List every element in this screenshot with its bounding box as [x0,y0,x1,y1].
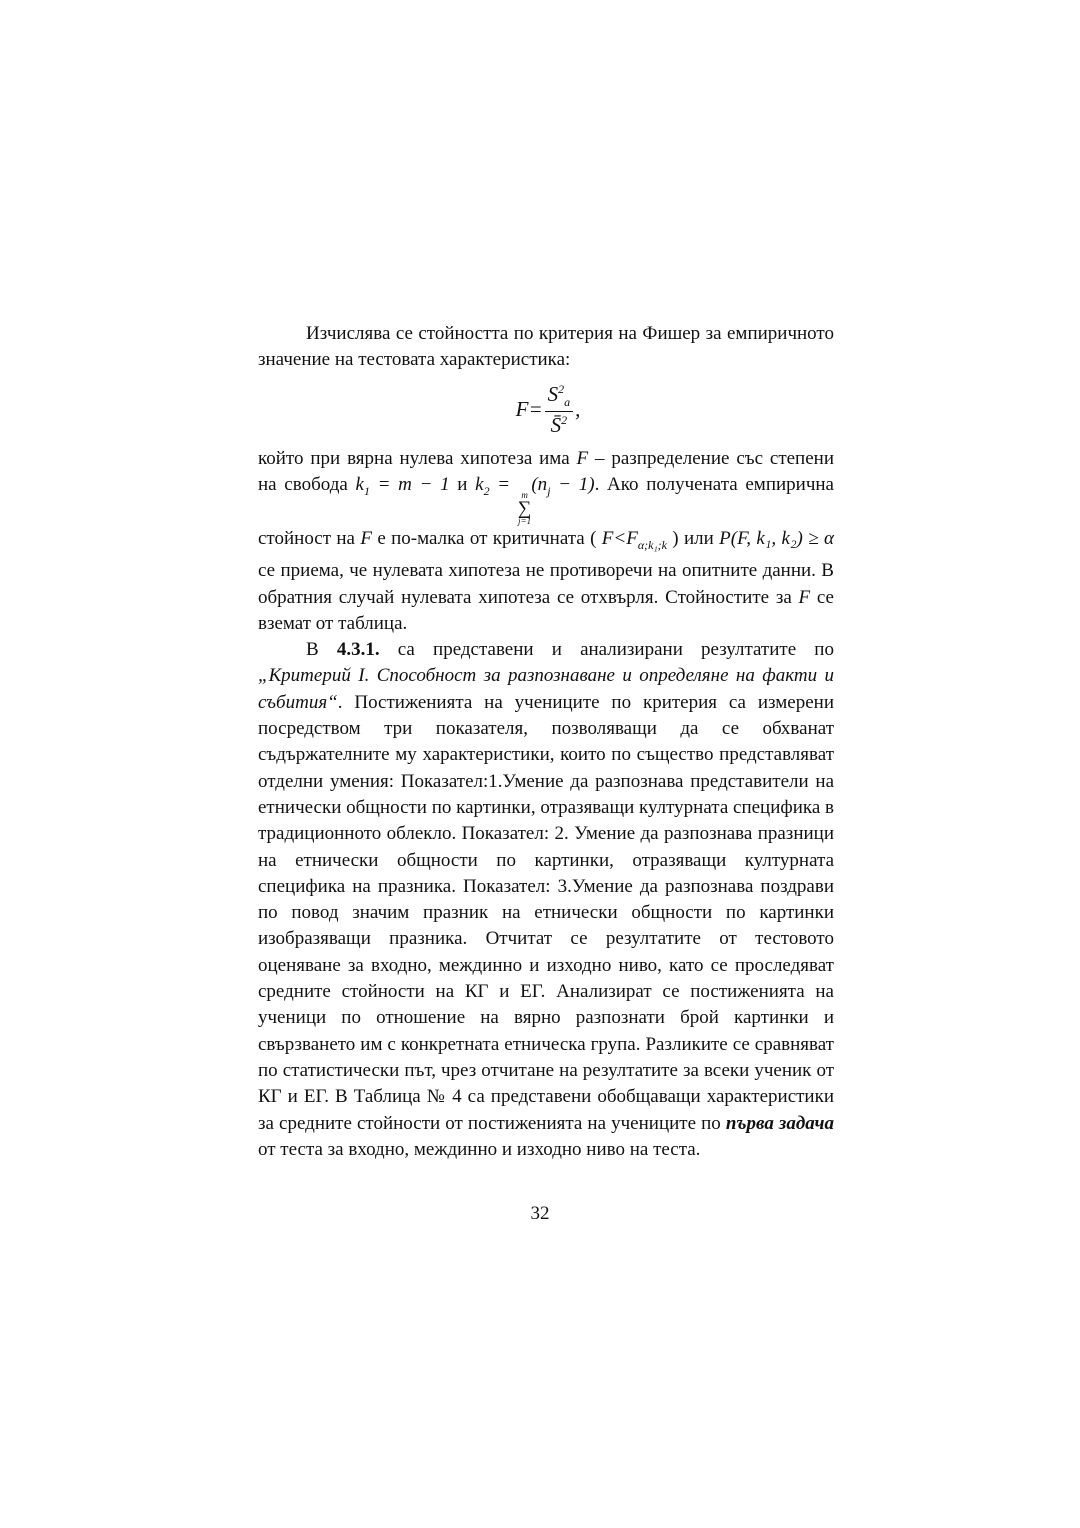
p2-text-3: и [449,473,476,495]
p2-text-4: . Ако получената емпирична стойност на [258,473,834,549]
p2-text-1: който при вярна нулева хипотеза има [258,447,577,469]
k2-rhs-sub: j [547,483,551,498]
p2-text-7: се приема, че нулевата хипотеза не противоречи на опитните данни. В обратния случай нулевата хипотеза се отхвърля. Стойностите за [258,560,834,608]
p3-text-3: . Постиженията на учениците по критерия са измерени посредством три показателя, позволяващи да се обхванат съдържателните му характеристики, които по същество представляват отделни умения: Показател:1.Умение да разпознава представители на етнически общности по картинки, отразяващи културната специфика в традиционното облекло. Показател: 2. Умение да разпознава празници на етнически общности по картинки, отразяващи културната специфика на празника. Показател: 3.Умение да разпознава поздрави по повод значим празник на етнически общности по картинки изобразяващи празника. Отчитат се резултатите от тестовото оценяване за входно, междинно и изходно ниво, като се проследяват средните стойности на КГ и ЕГ. Анализират се постиженията на ученици по отношение на вярно разпознати брой картинки и свързването им с конкретната етническа група. Разликите се сравняват по статистически път, чрез отчитане на резултатите за всеки ученик от КГ и ЕГ. В Таблица № 4 са представени обобщаващи характеристики за средните стойности от постиженията на учениците по [258,691,834,1134]
probability-expr: P(F, k₁, k₂) ≥ α [719,527,834,549]
numerator-base: S [547,382,559,407]
p2-text-5: е по-малка от критичната ( [371,527,602,549]
body-text [258,321,834,1163]
k2-eq: = [489,473,518,495]
section-reference: 4.3.1. [336,639,380,661]
numerator-sub: a [564,395,571,410]
fisher-formula [258,374,834,446]
p2-var-f3: F [798,586,811,608]
summation-symbol [518,491,532,526]
criterion-title: „Критерий I. Способност за разпознаване и определяне на факти и събития“ [258,665,834,713]
k1-sub: 1 [363,483,370,498]
sum-sigma: ∑ [517,497,532,519]
k2-expr [475,473,595,526]
formula-lhs: F [515,397,529,422]
denominator-sup: 2 [561,412,568,427]
task-emphasis: първа задача [725,1112,834,1134]
p2-text-2: – разпределение със степени на свобода [258,447,834,495]
sum-lower-limit: j=1 [518,515,532,526]
paragraph-criterion [258,637,834,1163]
sum-upper-limit: m [521,489,528,500]
paragraph-distribution [258,446,834,638]
formula-equals: = [528,397,543,422]
k1-base: k [355,473,364,495]
formula-comma: , [575,397,581,422]
denominator-base: S̄ [550,412,562,437]
critical-expr [601,527,667,552]
numerator-sup: 2 [558,382,565,397]
p3-text-2: са представени и анализирани резултатите по [379,639,834,661]
k1-rhs: = m − 1 [369,473,450,495]
page-number: 32 [530,1203,550,1224]
p2-var-f2: F [360,527,372,549]
k1-expr [355,473,450,498]
critical-base: F<F [601,527,638,549]
critical-sub: α;k₁;k [637,537,667,552]
p3-text-4: от теста за входно, междинно и изходно ниво на теста. [258,1138,701,1160]
formula-numerator [545,382,574,412]
p3-text-1: В [306,639,337,661]
k2-rhs-end: − 1) [550,473,595,495]
k2-rhs: (n [531,473,548,495]
formula-denominator [548,412,571,437]
k2-sub: 2 [483,483,490,498]
p2-var-f1: F [576,447,589,469]
p2-text-8: се вземат от таблица. [258,586,834,634]
paragraph-intro: Изчислява се стойността по критерия на Фишер за емпиричното значение на тестовата характеристика: [258,323,834,371]
p2-text-6: ) или [666,527,720,549]
formula-fraction [545,382,574,437]
k2-base: k [475,473,484,495]
